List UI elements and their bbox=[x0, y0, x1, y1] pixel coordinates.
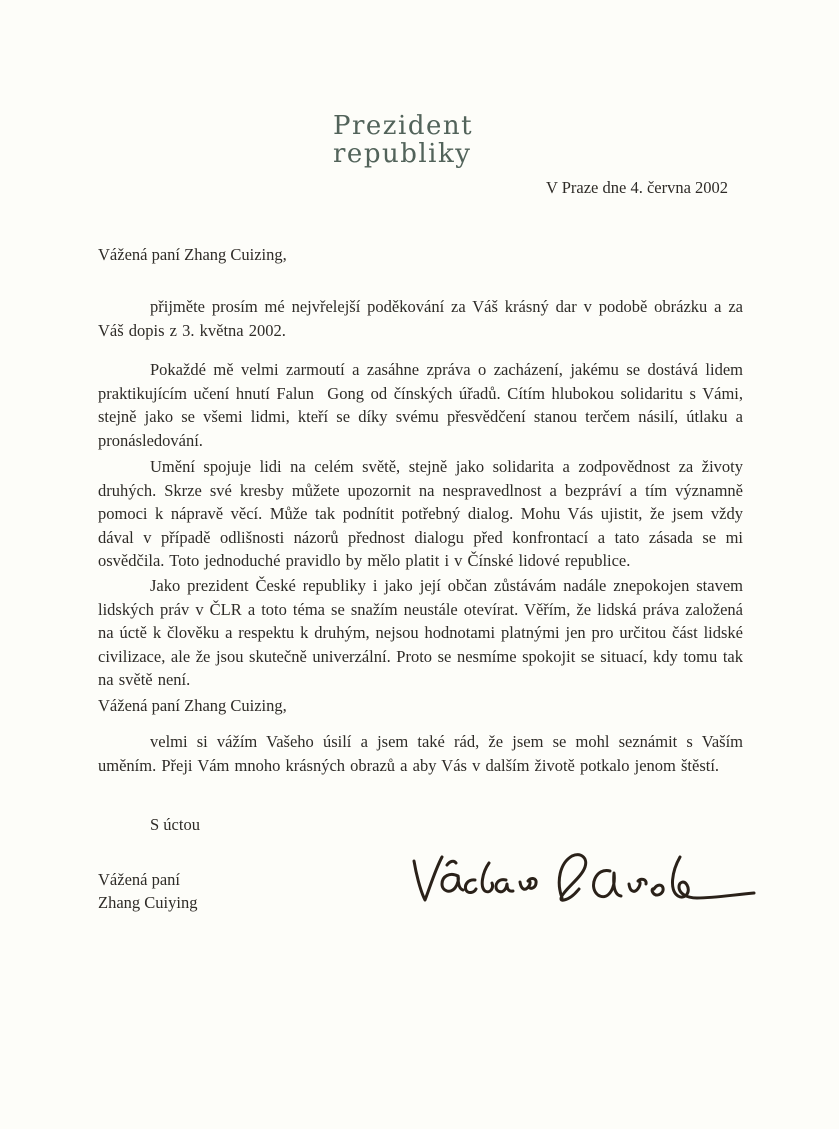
closing: S úctou bbox=[150, 815, 200, 834]
addressee-line1: Vážená paní bbox=[98, 870, 180, 889]
letterhead-title-line1: Prezident bbox=[333, 111, 474, 141]
letterhead-title-line2: republiky bbox=[333, 139, 472, 169]
paragraph-falun-gong: Pokaždé mě velmi zarmoutí a zasáhne zpráva o zacházení, jakému se dostává lidem praktikujícím učení hnutí Falun Gong od čínských úřadů. Cítím hlubokou solidaritu s Vámi, stejně jako se všemi lidmi, kteří se díky svému přesvědčení stanou terčem násilí, útlaku a pronásledování. bbox=[98, 360, 743, 450]
salutation-second: Vážená paní Zhang Cuizing, bbox=[98, 696, 287, 715]
paragraph-final-wishes: velmi si vážím Vašeho úsilí a jsem také rád, že jsem se mohl seznámit s Vaším uměním. Přeji Vám mnoho krásných obrazů a aby Vás v dalším životě potkalo jenom štěstí. bbox=[98, 732, 743, 775]
addressee-block bbox=[98, 868, 197, 914]
paragraph-art-dialog: Umění spojuje lidi na celém světě, stejně jako solidarita a zodpovědnost za životy druhých. Skrze své kresby můžete upozornit na nespravedlnost a bezpráví a tím významně pomoci k nápravě věcí. Může tak podnítit potřebný dialog. Mohu Vás ujistit, že jsem vždy dával v případě odlišnosti názorů přednost dialogu před konfrontací a tato zásada se mi osvědčila. Toto jednoduché pravidlo by mělo platit i v Čínské lidové republice. bbox=[98, 457, 743, 570]
letterhead bbox=[333, 112, 473, 168]
salutation-first: Vážená paní Zhang Cuizing, bbox=[98, 245, 287, 264]
signature-handwritten bbox=[402, 843, 757, 923]
addressee-line2: Zhang Cuiying bbox=[98, 893, 198, 912]
paragraph-thanks: přijměte prosím mé nejvřelejší poděkování za Váš krásný dar v podobě obrázku a za Váš dopis z 3. května 2002. bbox=[98, 297, 743, 340]
paragraph-human-rights: Jako prezident České republiky i jako její občan zůstávám nadále znepokojen stavem lidských práv v ČLR a toto téma se snažím neustále otevírat. Věřím, že lidská práva založená na úctě k člověku a respektu k druhým, nejsou hodnotami platnými jen pro určitou část lidské civilizace, ale že jsou skutečně univerzální. Proto se nesmíme spokojit se situací, kdy tomu tak na světě není. bbox=[98, 576, 743, 689]
dateline: V Praze dne 4. června 2002 bbox=[546, 178, 729, 197]
